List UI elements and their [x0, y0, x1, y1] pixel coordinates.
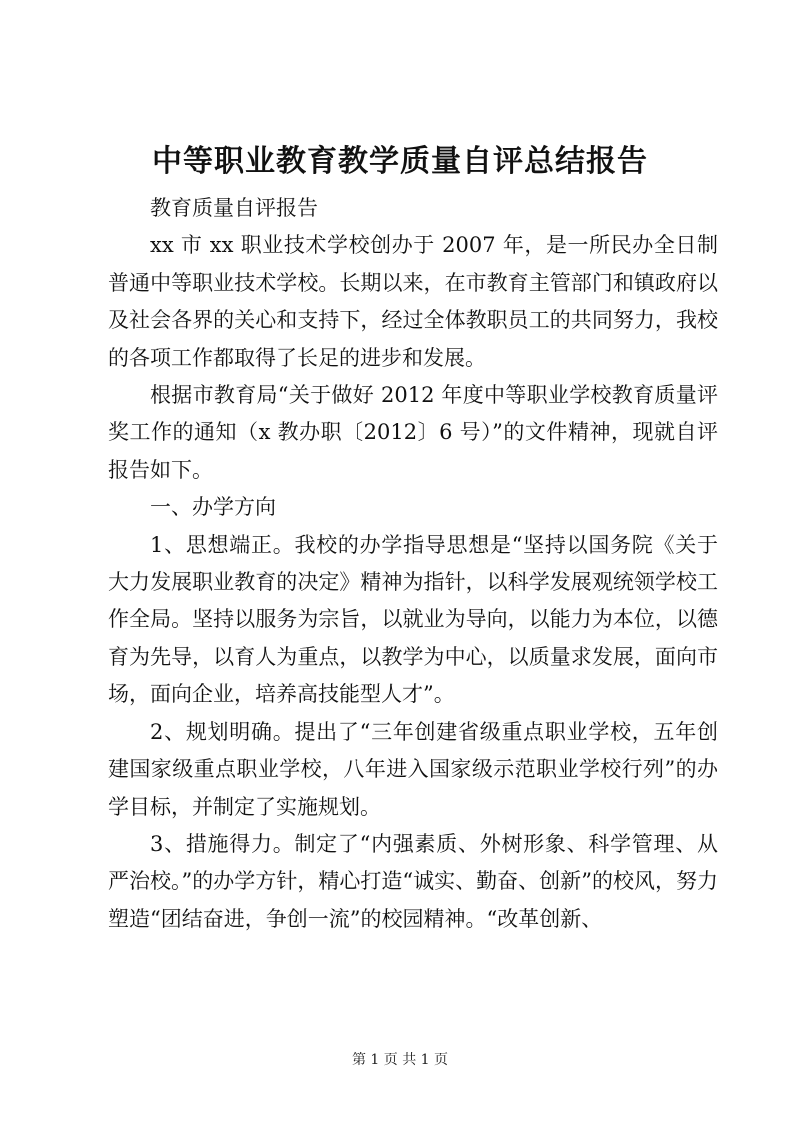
paragraph-school-intro: xx 市 xx 职业技术学校创办于 2007 年，是一所民办全日制普通中等职业技术学校。长期以来，在市教育主管部门和镇政府以及社会各界的关心和支持下，经过全体教职员工的共同努力，我校的各项工作都取得了长足的进步和发展。: [108, 233, 718, 370]
paragraph-item-3: 3、措施得力。制定了“内强素质、外树形象、科学管理、从严治校。”的办学方针，精心打造“诚实、勤奋、创新”的校风，努力塑造“团结奋进，争创一流”的校园精神。“改革创新、: [108, 831, 718, 931]
paragraph-item-1: 1、思想端正。我校的办学指导思想是“坚持以国务院《关于大力发展职业教育的决定》精神为指针，以科学发展观统领学校工作全局。坚持以服务为宗旨，以就业为导向，以能力为本位，以德育为先导，以育人为重点，以教学为中心，以质量求发展，面向市场，面向企业，培养高技能型人才”。: [108, 532, 718, 707]
paragraph-subtitle: 教育质量自评报告: [150, 196, 318, 220]
page-footer: 第 1 页 共 1 页: [351, 1052, 449, 1068]
paragraph-item-2: 2、规划明确。提出了“三年创建省级重点职业学校，五年创建国家级重点职业学校，八年进入国家级示范职业学校行列”的办学目标，并制定了实施规划。: [108, 719, 718, 819]
document-title: 中等职业教育教学质量自评总结报告: [152, 144, 648, 179]
section-heading-direction: 一、办学方向: [150, 495, 276, 520]
paragraph-basis: 根据市教育局“关于做好 2012 年度中等职业学校教育质量评奖工作的通知（x 教办职〔2012〕6 号）”的文件精神，现就自评报告如下。: [108, 383, 718, 482]
document-body: [108, 190, 718, 938]
